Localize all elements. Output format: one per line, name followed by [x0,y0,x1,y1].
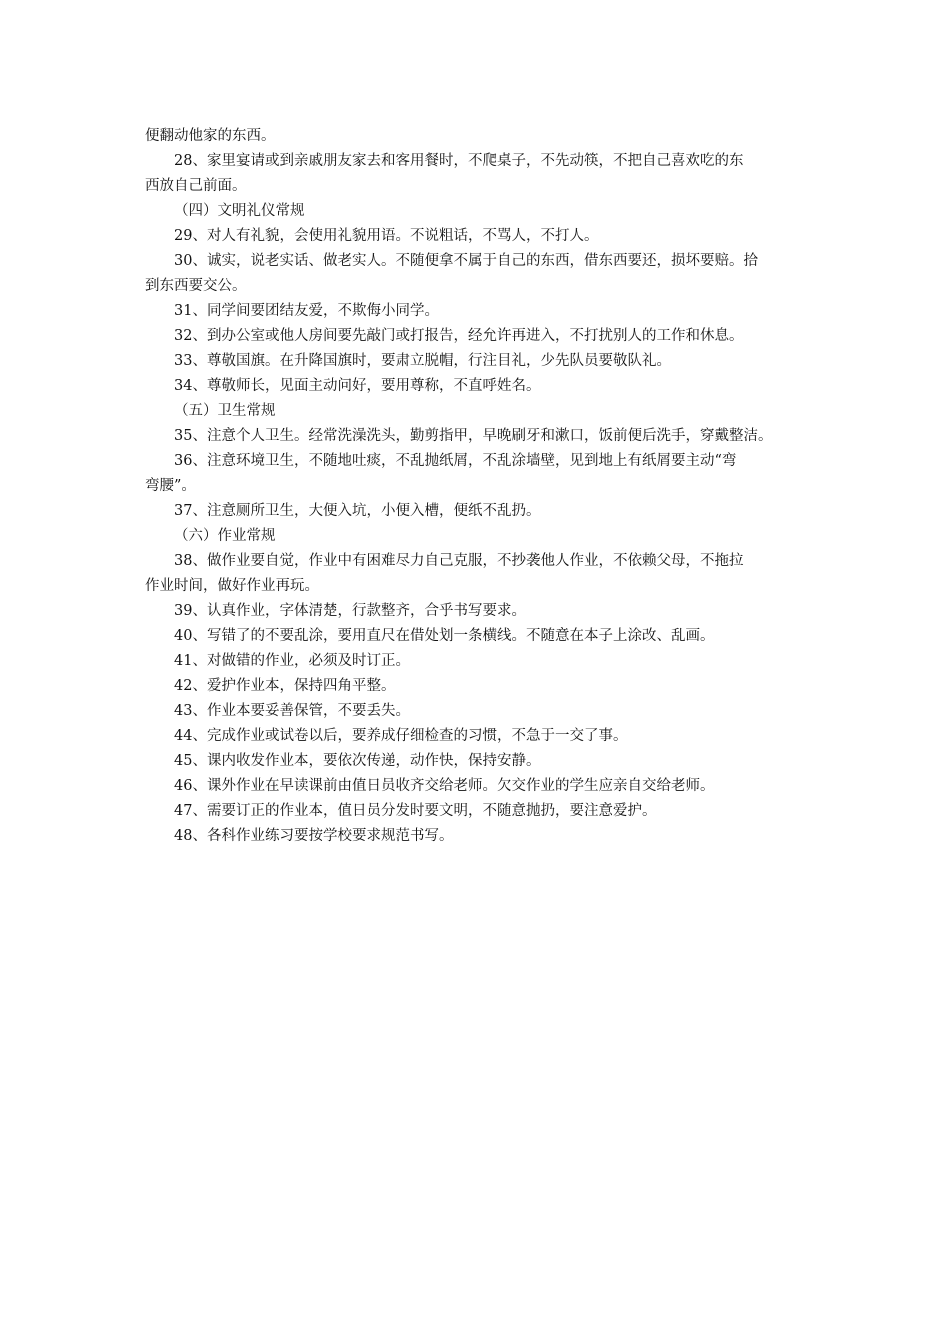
text-line: 便翻动他家的东西。 [145,128,276,144]
text-line: 35、注意个人卫生。经常洗澡洗头，勤剪指甲，早晚刷牙和漱口，饭前便后洗手，穿戴整洁。 [174,428,773,444]
text-line: 31、同学间要团结友爱，不欺侮小同学。 [174,303,439,319]
text-line: 28、家里宴请或到亲戚朋友家去和客用餐时，不爬桌子，不先动筷，不把自己喜欢吃的东 [174,153,744,169]
section-heading: （五）卫生常规 [174,403,276,419]
text-line: 32、到办公室或他人房间要先敲门或打报告，经允许再进入，不打扰别人的工作和休息。 [174,328,744,344]
text-line: 30、诚实，说老实话、做老实人。不随便拿不属于自己的东西，借东西要还，损坏要赔。拾 [174,253,758,269]
text-line: 弯腰”。 [145,478,196,494]
text-line: 到东西要交公。 [145,278,247,294]
text-line: 34、尊敬师长，见面主动问好，要用尊称，不直呼姓名。 [174,378,541,394]
text-line: 46、课外作业在早读课前由值日员收齐交给老师。欠交作业的学生应亲自交给老师。 [174,778,715,794]
document-body [145,124,817,849]
text-line: 40、写错了的不要乱涂，要用直尺在借处划一条横线。不随意在本子上涂改、乱画。 [174,628,715,644]
text-line: 48、各科作业练习要按学校要求规范书写。 [174,828,454,844]
text-line: 西放自己前面。 [145,178,247,194]
text-line: 41、对做错的作业，必须及时订正。 [174,653,410,669]
text-line: 39、认真作业，字体清楚，行款整齐，合乎书写要求。 [174,603,526,619]
text-line: 44、完成作业或试卷以后，要养成仔细检查的习惯，不急于一交了事。 [174,728,628,744]
text-line: 36、注意环境卫生，不随地吐痰，不乱抛纸屑，不乱涂墙壁，见到地上有纸屑要主动“弯 [174,453,737,469]
text-line: 33、尊敬国旗。在升降国旗时，要肃立脱帽，行注目礼，少先队员要敬队礼。 [174,353,671,369]
text-line: 作业时间，做好作业再玩。 [145,578,319,594]
section-heading: （六）作业常规 [174,528,276,544]
text-line: 37、注意厕所卫生，大便入坑，小便入槽，便纸不乱扔。 [174,503,541,519]
text-line: 43、作业本要妥善保管，不要丢失。 [174,703,410,719]
text-line: 42、爱护作业本，保持四角平整。 [174,678,396,694]
section-heading: （四）文明礼仪常规 [174,203,305,219]
text-line: 47、需要订正的作业本，值日员分发时要文明，不随意抛扔，要注意爱护。 [174,803,657,819]
text-line: 29、对人有礼貌，会使用礼貌用语。不说粗话，不骂人，不打人。 [174,228,599,244]
text-line: 38、做作业要自觉，作业中有困难尽力自己克服，不抄袭他人作业，不依赖父母，不拖拉 [174,553,744,569]
text-line: 45、课内收发作业本，要依次传递，动作快，保持安静。 [174,753,541,769]
